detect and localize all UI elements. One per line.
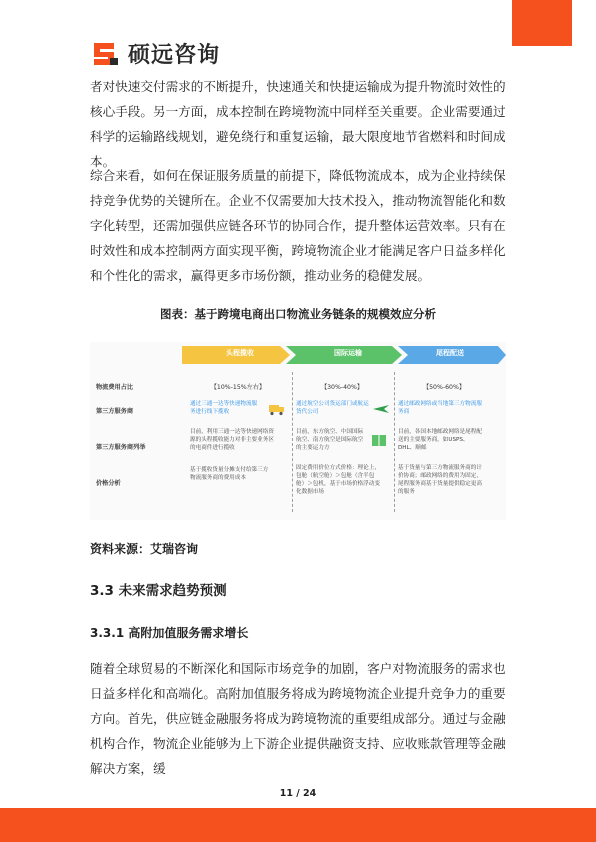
- column-divider: [292, 372, 293, 512]
- example-cell-3: 目前，各国本地邮政网络是尾程配送的主要服务商，如USPS、DHL、顺邮: [398, 429, 482, 451]
- row-label-cost-share: 物流费用占比: [96, 384, 134, 391]
- body-paragraph-3: 随着全球贸易的不断深化和国际市场竞争的加剧，客户对物流服务的需求也日益多样化和高端化。高附加值服务将成为跨境物流企业提升竞争力的重要方向。首先，供应链金融服务将成为跨境物流的重要组成部分。通过与金融机构合作，物流企业能够为上下游企业提供融资支持、应收账款管理等金融解决方案，缓: [90, 661, 506, 776]
- price-cell-1: 基于揽收货量分摊支付给第三方物流服务商的费用成本: [190, 467, 269, 481]
- provider-cell-3: 通过邮政网络或当地第三方物流服务商: [398, 401, 482, 415]
- cost-pct-1: 【10%-15%左右】: [210, 384, 266, 391]
- stage-label-1: 头程揽收: [226, 349, 254, 357]
- price-cell-3: 基于货量与第三方物流服务商的计价协商；邮政网络的费用为固定，尾程服务商基于货量提供稳定更高的服务: [398, 465, 482, 495]
- logo-text: 硕远咨询: [128, 43, 221, 68]
- figure-title: 图表：基于跨境电商出口物流业务链条的规模效应分析: [160, 307, 436, 321]
- provider-cell-1: 通过三通一达等快递物流服务进行线下揽收: [190, 401, 258, 415]
- row-label-providers: 第三方服务商: [96, 408, 134, 415]
- header-accent-tab: [512, 0, 572, 46]
- figure-source: 资料来源：艾瑞咨询: [90, 542, 199, 556]
- cost-pct-2: 【30%-40%】: [320, 384, 364, 391]
- row-label-examples: 第三方服务商列举: [96, 444, 146, 451]
- footer-bar: [0, 808, 596, 842]
- body-paragraph-2: 综合来看，如何在保证服务质量的前提下，降低物流成本，成为企业持续保持竞争优势的关键所在。企业不仅需要加大技术投入，推动物流智能化和数字化转型，还需加强供应链各环节的协同合作，提升整体运营效率。只有在时效性和成本控制两方面实现平衡，跨境物流企业才能满足客户日益多样化和个性化的需求，赢得更多市场份额，推动业务的稳健发展。: [90, 168, 506, 283]
- price-cell-2: 固定费用价位方式价格：理论上，包舱（航空舱）＞包舱（含半包舱）＞包机，基于市场价格浮动变化数据市场: [296, 465, 380, 495]
- stage-label-2: 国际运输: [334, 349, 362, 357]
- page-number: 11 / 24: [279, 788, 317, 799]
- example-cell-2: 目前，东方航空、中国国际航空、南方航空是国际航空的主要运力方: [296, 429, 364, 451]
- example-cell-1: 目前，利用三通一达等快递网络资源的头程揽收能力对非主要业务区的电商件进行揽收: [190, 429, 274, 451]
- column-divider: [394, 372, 395, 512]
- row-label-price: 价格分析: [96, 480, 121, 487]
- body-paragraph-1: 者对快速交付需求的不断提升，快速通关和快捷运输成为提升物流时效性的核心手段。另一方面，成本控制在跨境物流中同样至关重要。企业需要通过科学的运输路线规划，避免绕行和重复运输，最大限度地节省燃料和时间成本。: [90, 79, 506, 169]
- truck-icon: [268, 402, 286, 416]
- logo-mark-icon: [92, 41, 120, 67]
- stage-label-3: 尾程配送: [436, 349, 464, 357]
- package-icon: [370, 432, 388, 448]
- airplane-icon: [372, 402, 390, 416]
- value-chain-figure: [90, 342, 506, 520]
- provider-cell-2: 通过航空公司货运部门或航运货代公司: [296, 401, 369, 415]
- section-heading: 3.3 未来需求趋势预测: [90, 583, 227, 599]
- subsection-heading: 3.3.1 高附加值服务需求增长: [90, 626, 249, 640]
- company-logo: [92, 38, 220, 69]
- cost-pct-3: 【50%-60%】: [422, 384, 466, 391]
